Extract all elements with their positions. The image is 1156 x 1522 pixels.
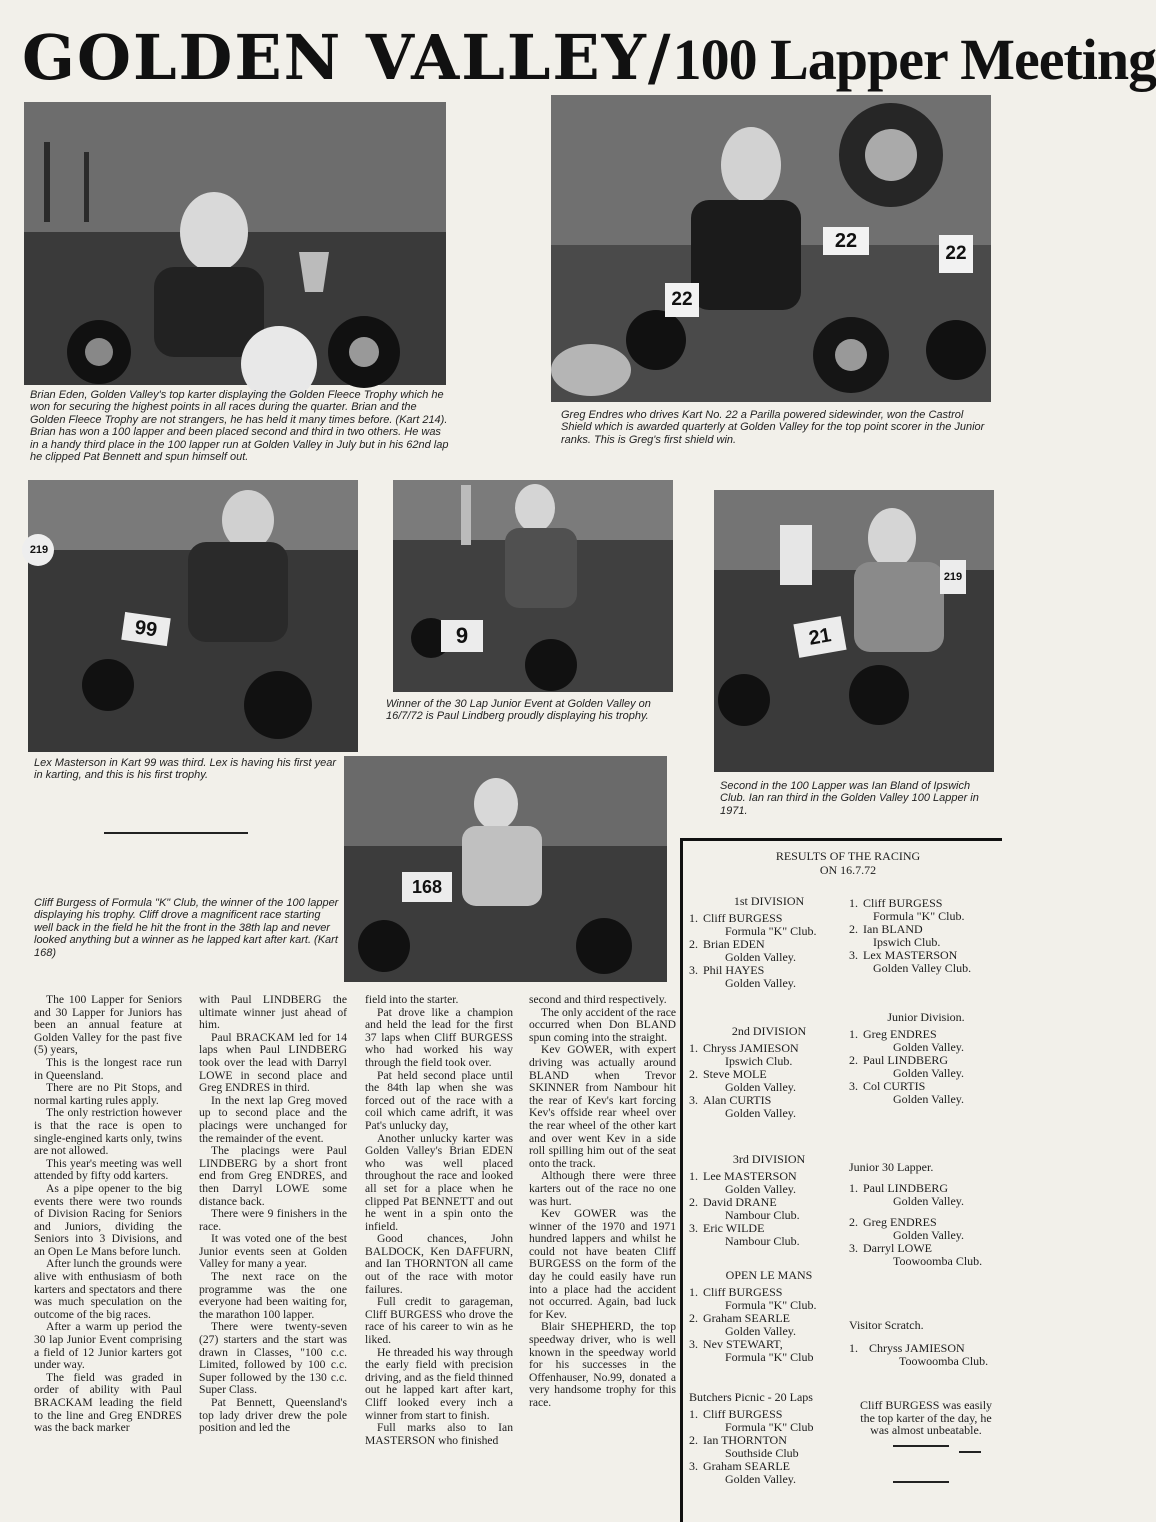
result-club: Golden Valley. (725, 1324, 796, 1338)
kart-number-22-side: 22 (945, 243, 967, 264)
result-club: Nambour Club. (725, 1208, 800, 1222)
paragraph: Pat drove like a champion and held the lead for the first 37 laps when Cliff BURGESS who had worked his way through the field took over. (365, 1005, 513, 1069)
result-position: 3. (689, 1459, 698, 1473)
results-heading: 1st DIVISION (733, 894, 805, 908)
result-position: 2. (689, 937, 698, 951)
result-name: Greg ENDRES (863, 1027, 937, 1041)
result-name: Col CURTIS (863, 1079, 926, 1093)
results-title (723, 849, 973, 877)
paragraph: There were twenty-seven (27) starters and the start was drawn in Classes, "100 c.c. Limited, followed by 100 c.c. Super followed by the 130 c.c. Super Class. (199, 1320, 347, 1397)
result-club: Ipswich Club. (725, 1054, 793, 1068)
caption-lex-masterson: Lex Masterson in Kart 99 was third. Lex is having his first year in karting, and this is his first trophy. (34, 757, 337, 782)
photo-eden-illustration (24, 102, 446, 385)
paragraph: Pat held second place until the 84th lap when she was forced out of the race with a coil which came adrift, it was Pat's unlucky day, (365, 1068, 513, 1132)
paragraph: The only accident of the race occurred when Don BLAND spun coming into the straight. (529, 1005, 676, 1044)
result-position: 1. (689, 1285, 698, 1299)
paragraph: The only restriction however is that the race is open to single-engined karts only, twins are not allowed. (34, 1106, 182, 1158)
result-position: 1. (689, 911, 698, 925)
article-column-2 (199, 994, 347, 1514)
result-name: Paul LINDBERG (863, 1053, 948, 1067)
photo-lindberg-illustration (393, 480, 673, 692)
paragraph: After lunch the grounds were alive with enthusiasm of both karters and spectators and there was much speculation on the outcome of the big races. (34, 1257, 182, 1321)
result-position: 1. (689, 1407, 698, 1421)
result-club: Formula "K" Club (725, 1420, 814, 1434)
paragraph: The placings were Paul LINDBERG by a short front end from Greg ENDRES, and then Darryl LOWE some distance back. (199, 1144, 347, 1208)
result-club: Golden Valley. (725, 1472, 796, 1486)
paragraph: This is the longest race run in Queensland. (34, 1055, 182, 1082)
result-position: 3. (689, 1221, 698, 1235)
results-open-le-mans (689, 1269, 849, 1364)
result-position: 1. (849, 1027, 858, 1041)
result-name: Lex MASTERSON (863, 948, 958, 962)
photo-bland-illustration (714, 490, 994, 772)
paragraph: Good chances, John BALDOCK, Ken DAFFURN, and Ian THORNTON all came out of the race with motor failures. (365, 1232, 513, 1296)
result-club: Golden Valley. (725, 1182, 796, 1196)
divider-rule (893, 1481, 949, 1483)
results-title-line-1: RESULTS OF THE RACING (775, 849, 921, 863)
result-position: 1. (849, 1181, 858, 1195)
paragraph: Although there were three karters out of the race no one was hurt. (529, 1169, 676, 1208)
results-box (680, 838, 1002, 1522)
caption-cliff-burgess: Cliff Burgess of Formula "K" Club, the winner of the 100 lapper displaying his trophy. Cliff drove a magnificent race starting well back in the field he hit the front in the 38th lap and never looked anything but a winner as he lapped kart after kart. (Kart 168) (34, 897, 339, 959)
result-name: Nev STEWART, (703, 1337, 783, 1351)
paragraph: The 100 Lapper for Seniors and 30 Lapper for Juniors has been an annual feature at Golden Valley for the past five (5) years, (34, 993, 182, 1057)
results-junior-30-lapper (849, 1161, 1003, 1268)
result-club: Toowoomba Club. (893, 1254, 983, 1268)
paragraph: He threaded his way through the early field with precision driving, and as the field thinned out he lapped kart after kart, Cliff looked every inch a winner from start to finish. (365, 1345, 513, 1422)
result-name: David DRANE (703, 1195, 777, 1209)
results-2nd-division (689, 1025, 849, 1120)
result-name: Graham SEARLE (703, 1311, 790, 1325)
article-column-1 (34, 994, 182, 1514)
result-position: 1. (689, 1041, 698, 1055)
paragraph: Full marks also to Ian MASTERSON who finished (365, 1421, 513, 1447)
results-heading: Junior Division. (887, 1010, 965, 1024)
result-position: 2. (689, 1067, 698, 1081)
result-name: Ian THORNTON (703, 1433, 787, 1447)
result-name: Cliff BURGESS (863, 896, 943, 910)
result-name: Cliff BURGESS (703, 911, 783, 925)
result-name: Graham SEARLE (703, 1459, 790, 1473)
results-100-lapper (849, 897, 1003, 975)
kart-number-99: 99 (133, 616, 159, 642)
result-position: 3. (689, 1337, 698, 1351)
result-name: Eric WILDE (703, 1221, 765, 1235)
paragraph: After a warm up period the 30 lap Junior Event comprising a field of 12 Junior karters got under way. (34, 1320, 182, 1372)
paragraph: with Paul LINDBERG the ultimate winner just ahead of him. (199, 993, 347, 1032)
headline-part-2: 100 Lapper Meeting (672, 27, 1156, 92)
results-1st-division (689, 895, 849, 990)
result-name: Cliff BURGESS (703, 1407, 783, 1421)
kart-number-22-front: 22 (671, 289, 693, 310)
result-position: 2. (689, 1195, 698, 1209)
caption-ian-bland: Second in the 100 Lapper was Ian Bland of Ipswich Club. Ian ran third in the Golden Valley 100 Lapper in 1971. (720, 780, 979, 817)
result-club: Golden Valley. (893, 1040, 964, 1054)
result-name: Ian BLAND (863, 922, 923, 936)
paragraph: It was voted one of the best Junior events seen at Golden Valley for many a year. (199, 1232, 347, 1271)
result-position: 3. (849, 948, 858, 962)
caption-paul-lindberg: Winner of the 30 Lap Junior Event at Golden Valley on 16/7/72 is Paul Lindberg proudly displaying his trophy. (386, 698, 651, 723)
caption-greg-endres: Greg Endres who drives Kart No. 22 a Parilla powered sidewinder, won the Castrol Shield which is awarded quarterly at Golden Valley for the top point scorer in the Junior ranks. This is Greg's first shield win. (561, 409, 985, 446)
result-position: 3. (689, 963, 698, 977)
results-visitor-scratch (849, 1319, 1003, 1368)
headline-part-1: GOLDEN VALLEY/ (22, 21, 673, 94)
result-position: 3. (849, 1079, 858, 1093)
photo-greg-endres (551, 95, 991, 402)
paragraph: This year's meeting was well attended by fifty odd karters. (34, 1156, 182, 1183)
result-position: 2. (849, 1215, 858, 1229)
paragraph: Blair SHEPHERD, the top speedway driver, who is well known in the speedway world for his successes in the Offenhauser, No.99, donated a very handsome trophy for this race. (529, 1320, 676, 1409)
photo-lex-masterson (28, 480, 358, 752)
result-club: Formula "K" Club (725, 1350, 814, 1364)
kart-number-168: 168 (411, 877, 443, 897)
results-closing-note: Cliff BURGESS was easily the top karter of the day, he was almost unbeatable. (859, 1398, 993, 1437)
paragraph: Pat Bennett, Queensland's top lady driver drew the pole position and led the (199, 1396, 347, 1435)
paragraph: Full credit to garageman, Cliff BURGESS who drove the race of his career to win as he liked. (365, 1295, 513, 1347)
results-junior-division (849, 1011, 1003, 1106)
paragraph: Paul BRACKAM led for 14 laps when Paul LINDBERG took over the lead with Darryl LOWE in second place and Greg ENDRES in third. (199, 1030, 347, 1095)
paragraph: In the next lap Greg moved up to second place and the placings were unchanged for the remainder of the event. (199, 1093, 347, 1145)
divider-rule (104, 832, 248, 834)
divider-rule (893, 1445, 949, 1447)
photo-burgess-illustration (344, 756, 667, 982)
result-club: Formula "K" Club. (725, 924, 817, 938)
headline (22, 18, 1156, 98)
result-club: Golden Valley. (725, 1080, 796, 1094)
result-position: 2. (849, 1053, 858, 1067)
photo-brian-eden (24, 102, 446, 385)
paragraph: The field was graded in order of ability with Paul BRACKAM leading the field to the line and Greg ENDRES was the back marker (34, 1370, 182, 1435)
kart-number-9: 9 (455, 623, 469, 648)
divider-rule (959, 1451, 981, 1453)
results-heading: OPEN LE MANS (725, 1268, 813, 1282)
result-club: Nambour Club. (725, 1234, 800, 1248)
result-club: Golden Valley. (893, 1194, 964, 1208)
paragraph: There are no Pit Stops, and normal karting rules apply. (34, 1081, 182, 1107)
result-name: Brian EDEN (703, 937, 765, 951)
kart-side-number-219: 219 (29, 544, 49, 556)
kart-number-22: 22 (834, 230, 858, 252)
results-title-line-2: ON 16.7.72 (819, 863, 877, 877)
result-position: 2. (849, 922, 858, 936)
photo-ian-bland (714, 490, 994, 772)
result-club: Formula "K" Club. (873, 909, 965, 923)
kart-side-number-219: 219 (943, 571, 963, 583)
result-club: Golden Valley. (893, 1228, 964, 1242)
paragraph: Kev GOWER was the winner of the 1970 and 1971 hundred lappers and whilst he could not have beaten Cliff BURGESS on the form of the day he could easily have run into a place had the accident not occurred. Again, bad luck for Kev. (529, 1207, 676, 1321)
result-name: Chryss JAMIESON (869, 1341, 965, 1355)
result-name: Chryss JAMIESON (703, 1041, 799, 1055)
paragraph: second and third respectively. (529, 993, 667, 1006)
result-name: Alan CURTIS (703, 1093, 772, 1107)
photo-cliff-burgess (344, 756, 667, 982)
paragraph: As a pipe opener to the big events there were two rounds of Division Racing for Seniors and Juniors, dividing the Seniors into 3 Divisions, and an Open Le Mans before lunch. (34, 1181, 182, 1258)
result-position: 1. (849, 896, 858, 910)
result-club: Southside Club (725, 1446, 799, 1460)
result-name: Darryl LOWE (863, 1241, 932, 1255)
article-column-4 (529, 994, 676, 1514)
result-club: Ipswich Club. (873, 935, 941, 949)
result-position: 3. (689, 1093, 698, 1107)
result-club: Toowoomba Club. (899, 1354, 989, 1368)
caption-brian-eden: Brian Eden, Golden Valley's top karter displaying the Golden Fleece Trophy which he won for securing the highest points in all races during the quarter. Brian and the Golden Fleece Trophy are not strangers, he has held it many times before. (Kart 214). Brian has won a 100 lapper and been placed second and third in two others. He was in a handy third place in the 100 lapper run at Golden Valley in July but in his 62nd lap he clipped Pat Bennett and spun himself out. (30, 389, 449, 464)
results-heading: Butchers Picnic - 20 Laps (689, 1390, 813, 1404)
photo-endres-illustration (551, 95, 991, 402)
result-club: Golden Valley. (725, 1106, 796, 1120)
result-position: 2. (689, 1433, 698, 1447)
result-name: Phil HAYES (703, 963, 765, 977)
results-butchers-picnic (689, 1391, 849, 1486)
paragraph: field into the starter. (365, 993, 459, 1006)
result-name: Greg ENDRES (863, 1215, 937, 1229)
photo-paul-lindberg (393, 480, 673, 692)
result-name: Paul LINDBERG (863, 1181, 948, 1195)
paragraph: Kev GOWER, with expert driving was actually around BLAND when Trevor SKINNER from Nambour hit the rear of Kev's kart forcing Kev's offside rear wheel over the rear wheel of the other kart and over went Kev in a side roll spilling him out of the seat onto the track. (529, 1043, 676, 1170)
results-heading: Visitor Scratch. (849, 1318, 924, 1332)
paragraph: There were 9 finishers in the race. (199, 1207, 347, 1233)
result-position: 1. (689, 1169, 698, 1183)
kart-number-21: 21 (807, 624, 833, 650)
result-club: Golden Valley. (893, 1092, 964, 1106)
result-name: Steve MOLE (703, 1067, 767, 1081)
result-position: 1. (849, 1341, 858, 1355)
result-position: 2. (689, 1311, 698, 1325)
result-club: Formula "K" Club. (725, 1298, 817, 1312)
results-3rd-division (689, 1153, 849, 1248)
results-heading: Junior 30 Lapper. (849, 1160, 934, 1174)
result-club: Golden Valley. (725, 976, 796, 990)
article-column-3 (365, 994, 513, 1514)
result-club: Golden Valley. (725, 950, 796, 964)
results-heading: 3rd DIVISION (732, 1152, 806, 1166)
result-name: Cliff BURGESS (703, 1285, 783, 1299)
paragraph: Another unlucky karter was Golden Valley's Brian EDEN who was well placed throughout the race and looked all set for a place when he clipped Pat BENNETT and out he went in a spin onto the infield. (365, 1131, 513, 1233)
paragraph: The next race on the programme was the one everyone had been waiting for, the marathon 100 lapper. (199, 1270, 347, 1321)
result-position: 3. (849, 1241, 858, 1255)
result-name: Lee MASTERSON (703, 1169, 797, 1183)
results-heading: 2nd DIVISION (731, 1024, 807, 1038)
photo-masterson-illustration (28, 480, 358, 752)
result-club: Golden Valley Club. (873, 961, 972, 975)
result-club: Golden Valley. (893, 1066, 964, 1080)
